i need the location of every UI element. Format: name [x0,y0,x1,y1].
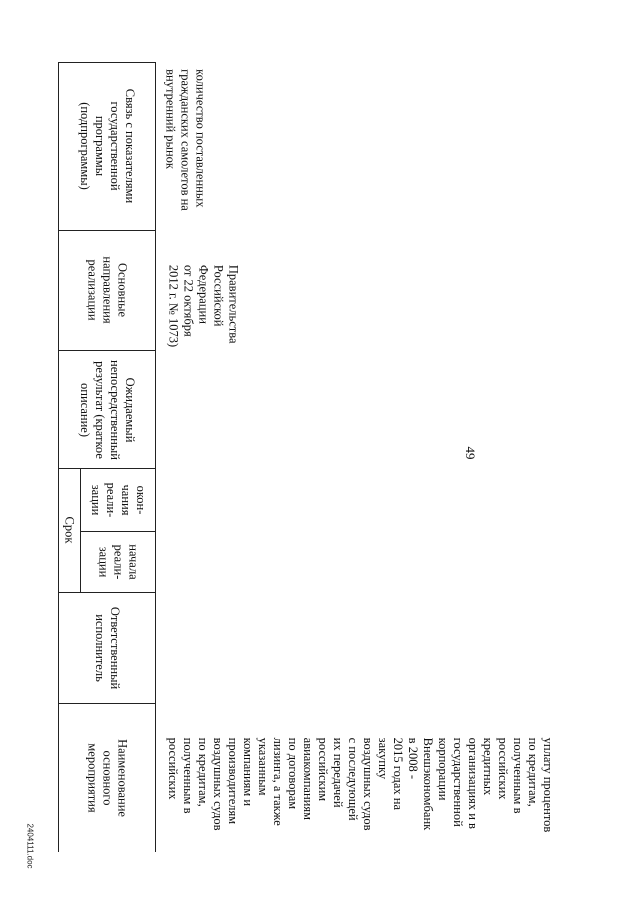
cell-directions: Правительства Российской Федерации от 22 октября 2012 г. № 1073) [166,264,241,348]
term-group-underline [80,468,81,593]
header-executor: Ответственный исполнитель [93,606,122,690]
table-border-top [58,62,156,63]
header-result: Ожидаемый непосредственный результат (краткое описание) [78,360,137,460]
col-sep-1 [58,230,156,231]
col-sep-4 [80,531,156,532]
cell-link: количество поставленных гражданских самолетов на внутренний рынок [163,69,208,211]
header-directions: Основные направления реализации [85,256,130,324]
table-header-separator [155,62,156,852]
header-term-start: начала реали- зации [96,544,141,580]
col-sep-3 [58,468,156,469]
page-number: 49 [463,446,478,460]
header-term-group: Срок [62,516,77,544]
doc-filename: 2404111.doc [25,823,35,869]
header-link: Связь с показателями государственной программы (подпрограммы) [78,88,137,204]
cell-name: уплату процентов по кредитам, полученным в российских кредитных организациях и в государственной корпорации Внешэкономбанк в 2008 - 2015 годах на закупку воздушных судов с последующей их передачей российским авиакомпаниям по договорам лизинга, а также указанным компаниям и производителям воздушных судов по кредитам, полученным в российских [166,737,555,833]
col-sep-2 [58,350,156,351]
header-term-end: окон- чания реали- зации [89,482,148,518]
col-sep-6 [58,703,156,704]
table-border-left [58,62,59,852]
col-sep-5 [58,592,156,593]
header-name: Наименование основного мероприятия [85,739,130,817]
